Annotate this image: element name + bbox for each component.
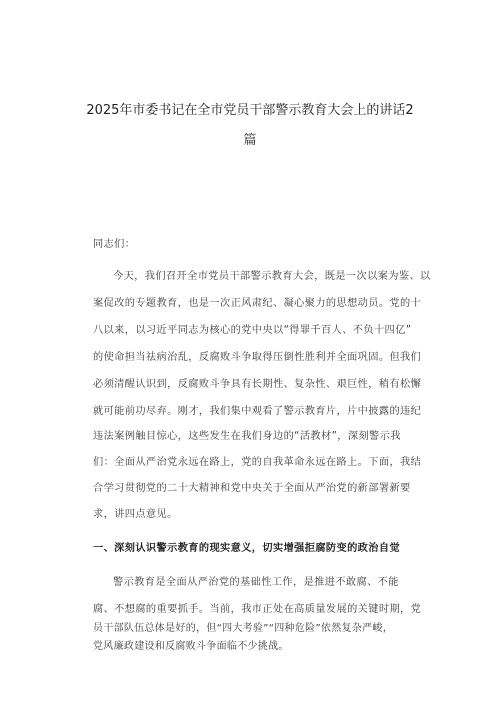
paragraph-1-line: 们：全面从严治党永远在路上，党的自我革命永远在路上。下面，我结 <box>93 457 422 468</box>
paragraph-2-line: 党风廉政建设和反腐败斗争面临不少挑战。 <box>93 641 289 652</box>
paragraph-2-line: 员干部队伍总体是好的，但“四大考验”“四种危险”依然复杂严峻， <box>93 623 394 634</box>
document-title-line-1: 2025年市委书记在全市党员干部警示教育大会上的讲话2 <box>86 103 414 118</box>
paragraph-1-line: 八以来，以习近平同志为核心的党中央以“得罪千百人、不负十四亿” <box>93 325 412 336</box>
paragraph-2-line: 警示教育是全面从严治党的基础性工作，是推进不敢腐、不能 <box>113 577 399 588</box>
paragraph-1-line: 就可能前功尽弃。刚才，我们集中观看了警示教育片，片中披露的违纪 <box>93 406 422 417</box>
paragraph-1-line: 必须清醒认识到，反腐败斗争具有长期性、复杂性、艰巨性，稍有松懈 <box>93 379 422 390</box>
paragraph-1-line: 违法案例触目惊心，这些发生在我们身边的“活教材”，深刻警示我 <box>93 431 401 442</box>
paragraph-1-line: 求，讲四点意见。 <box>93 509 178 520</box>
salutation: 同志们： <box>93 239 136 250</box>
paragraph-1-line: 的使命担当祛病治乱，反腐败斗争取得压倒性胜利并全面巩固。但我们 <box>93 352 422 363</box>
paragraph-1-line: 案促改的专题教育，也是一次正风肃纪、凝心聚力的思想动员。党的十 <box>93 298 422 309</box>
section-1-heading: 一、深刻认识警示教育的现实意义，切实增强拒腐防变的政治自觉 <box>93 543 401 554</box>
paragraph-1-line: 今天，我们召开全市党员干部警示教育大会，既是一次以案为鉴、以 <box>113 271 431 282</box>
paragraph-1-line: 合学习贯彻党的二十大精神和党中央关于全面从严治党的新部署新要 <box>93 483 411 494</box>
document-title-line-2: 篇 <box>243 133 257 148</box>
paragraph-2-line: 腐、不想腐的重要抓手。当前，我市正处在高质量发展的关键时期，党 <box>93 604 422 615</box>
